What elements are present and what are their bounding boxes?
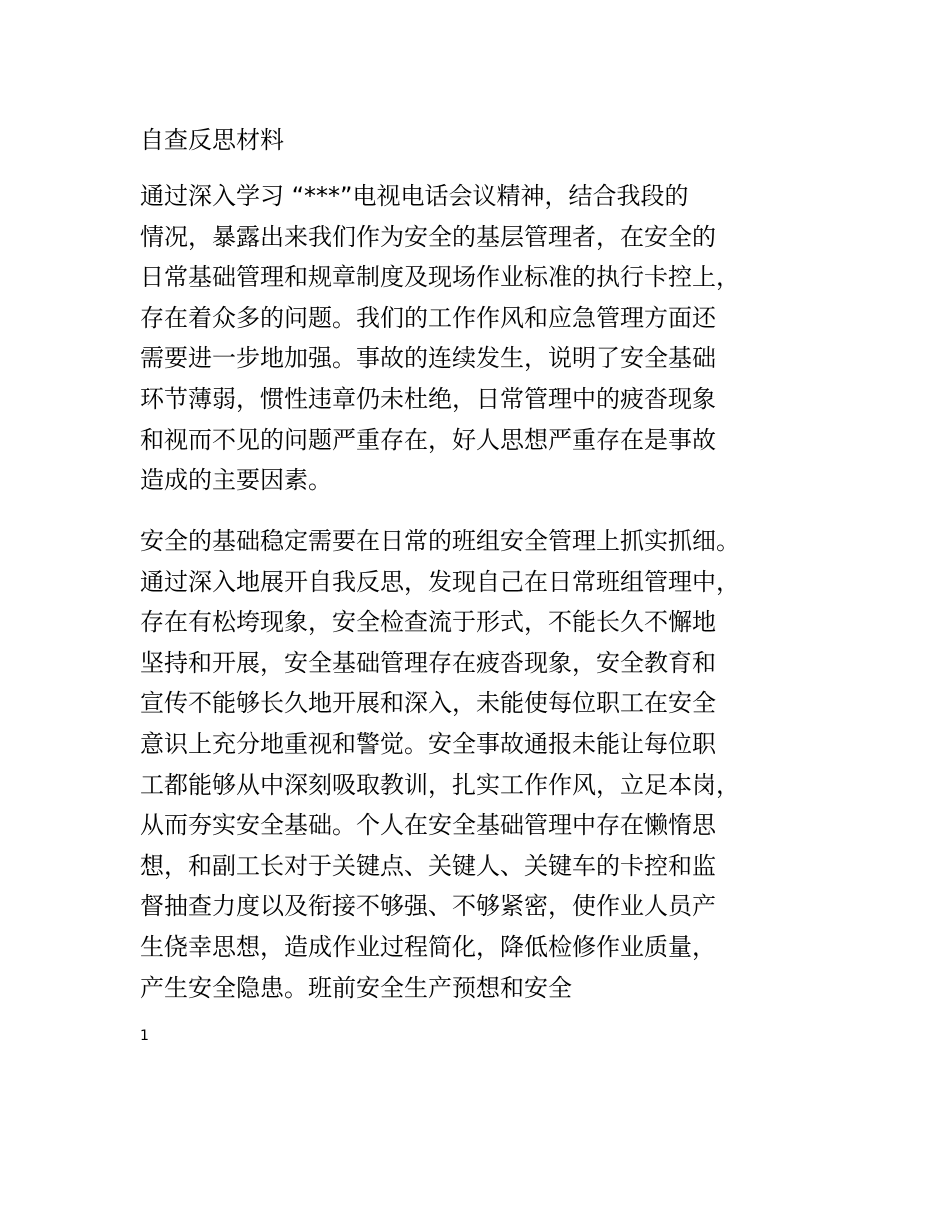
paragraph-line: 和视而不见的问题严重存在，好人思想严重存在是事故 — [140, 425, 716, 454]
paragraph-line: 环节薄弱，惯性违章仍未杜绝，日常管理中的疲沓现象 — [140, 384, 716, 413]
paragraph-line: 想，和副工长对于关键点、关键人、关键车的卡控和监 — [140, 851, 716, 880]
paragraph-line: 宣传不能够长久地开展和深入，未能使每位职工在安全 — [140, 689, 716, 718]
paragraph-line: 工都能够从中深刻吸取教训，扎实工作作风，立足本岗， — [140, 770, 740, 799]
paragraph-line: 通过深入地展开自我反思，发现自己在日常班组管理中， — [140, 567, 740, 596]
paragraph-line: 坚持和开展，安全基础管理存在疲沓现象，安全教育和 — [140, 648, 716, 677]
paragraph-line: 从而夯实安全基础。个人在安全基础管理中存在懒惰思 — [140, 811, 716, 840]
paragraph-2 — [140, 521, 740, 1008]
document-title: 自查反思材料 — [140, 126, 284, 154]
paragraph-line: 安全的基础稳定需要在日常的班组安全管理上抓实抓细。 — [140, 527, 740, 555]
paragraph-line: 存在有松垮现象，安全检查流于形式，不能长久不懈地 — [140, 608, 716, 637]
paragraph-line: 生侥幸思想，造成作业过程简化，降低检修作业质量， — [140, 932, 716, 961]
paragraph-line: 情况，暴露出来我们作为安全的基层管理者，在安全的 — [140, 222, 716, 251]
page-number: 1 — [140, 1028, 149, 1044]
paragraph-line: 存在着众多的问题。我们的工作作风和应急管理方面还 — [140, 303, 716, 332]
paragraph-line: 产生安全隐患。班前安全生产预想和安全 — [140, 973, 572, 1002]
paragraph-1 — [140, 176, 740, 501]
paragraph-line: 意识上充分地重视和警觉。安全事故通报未能让每位职 — [140, 729, 716, 758]
paragraph-line: 通过深入学习 “***”电视电话会议精神，结合我段的 — [140, 182, 689, 210]
paragraph-line: 需要进一步地加强。事故的连续发生，说明了安全基础 — [140, 344, 716, 373]
paragraph-line: 督抽查力度以及衔接不够强、不够紧密，使作业人员产 — [140, 892, 716, 921]
paragraph-line: 造成的主要因素。 — [140, 466, 332, 495]
paragraph-line: 日常基础管理和规章制度及现场作业标准的执行卡控上， — [140, 263, 740, 292]
